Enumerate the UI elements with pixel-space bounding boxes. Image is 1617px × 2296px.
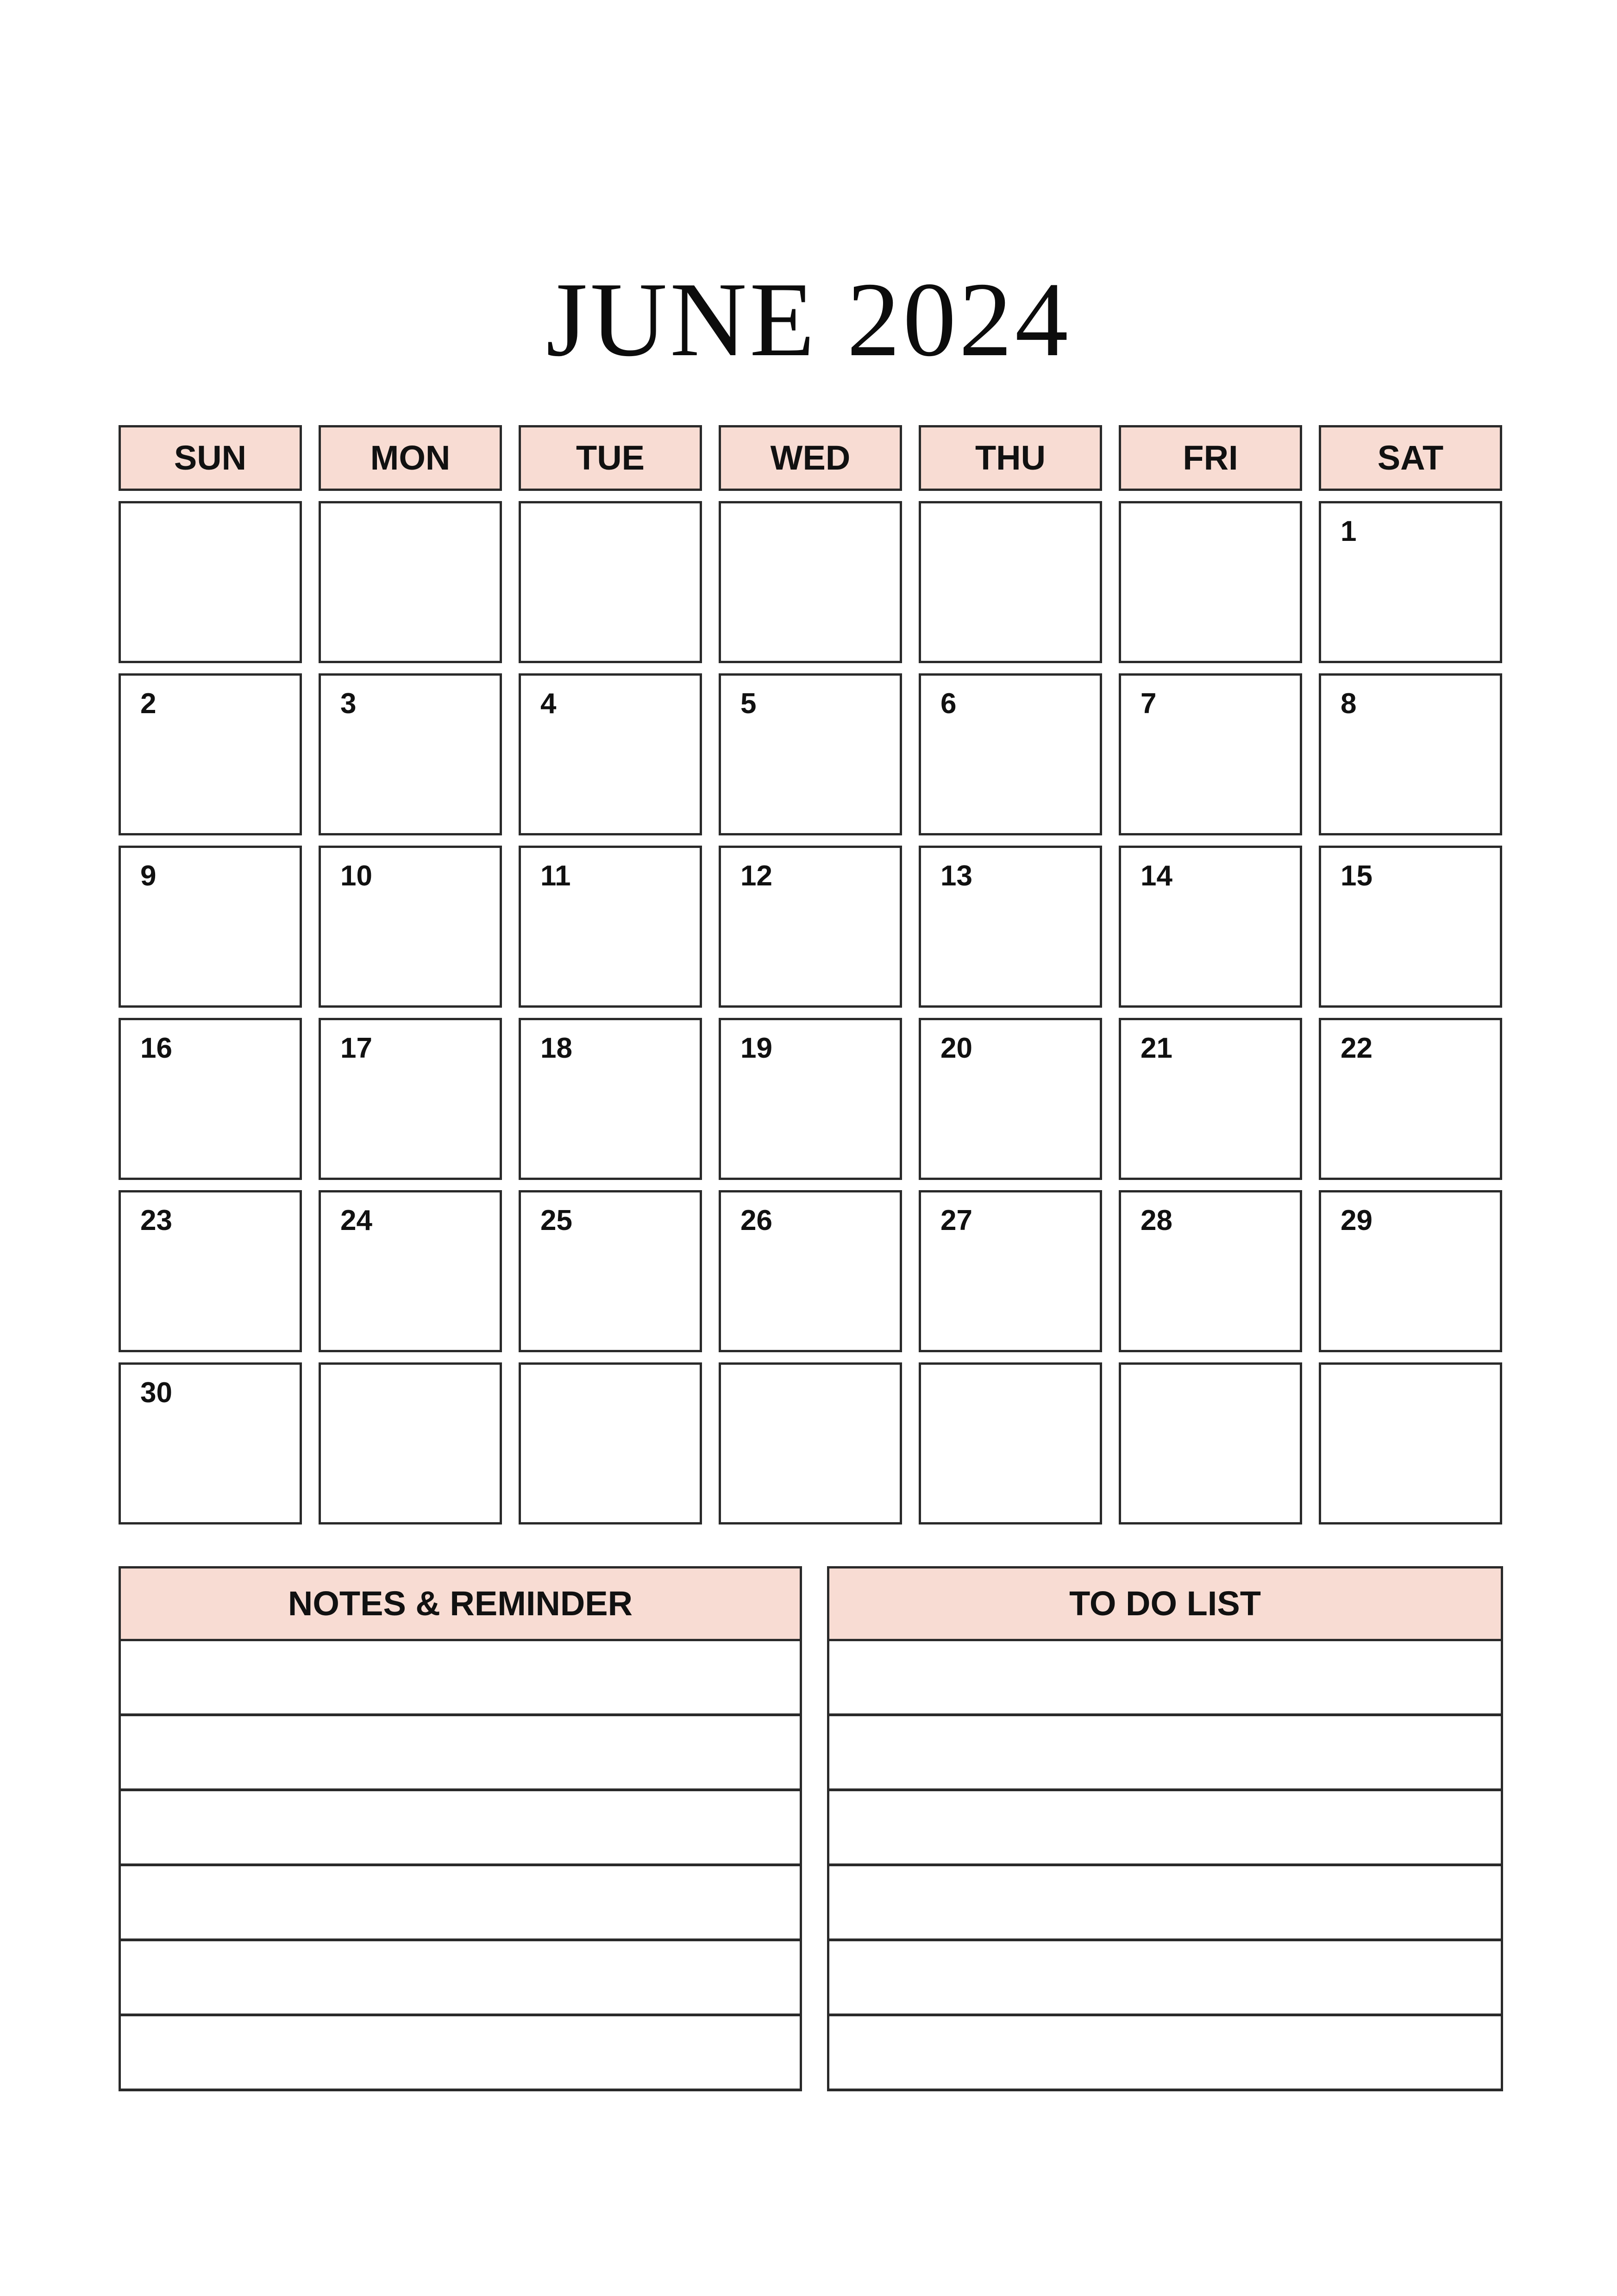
day-cell[interactable]: [319, 1362, 502, 1524]
weekday-wed: WED: [719, 425, 902, 491]
notes-reminder-panel: [119, 1566, 802, 2091]
day-number: 14: [1141, 860, 1172, 892]
day-number: 12: [740, 860, 772, 892]
notes-line[interactable]: [119, 1791, 802, 1866]
day-cell[interactable]: [1319, 846, 1502, 1008]
day-number: 24: [340, 1204, 372, 1236]
day-cell[interactable]: [119, 501, 302, 663]
day-cell[interactable]: [919, 1190, 1102, 1352]
day-cell[interactable]: [319, 846, 502, 1008]
day-number: 3: [340, 688, 357, 720]
todo-line[interactable]: [827, 2016, 1503, 2091]
weekday-thu: THU: [919, 425, 1102, 491]
day-number: 1: [1341, 515, 1357, 547]
day-cell[interactable]: [119, 673, 302, 835]
day-cell[interactable]: [519, 673, 702, 835]
weekday-sat: SAT: [1319, 425, 1502, 491]
day-number: 26: [740, 1204, 772, 1236]
day-number: 19: [740, 1032, 772, 1064]
day-number: 5: [740, 688, 757, 720]
day-cell[interactable]: [919, 1362, 1102, 1524]
day-number: 11: [540, 860, 571, 892]
day-number: 16: [140, 1032, 172, 1064]
day-cell[interactable]: [1319, 1362, 1502, 1524]
weekday-mon: MON: [319, 425, 502, 491]
day-number: 2: [140, 688, 157, 720]
day-number: 25: [540, 1204, 572, 1236]
day-cell[interactable]: [919, 673, 1102, 835]
weekday-header-row: [119, 425, 1503, 491]
notes-reminder-header: NOTES & REMINDER: [119, 1566, 802, 1641]
day-number: 30: [140, 1377, 172, 1409]
day-number: 18: [540, 1032, 572, 1064]
weekday-tue: TUE: [519, 425, 702, 491]
calendar-title: JUNE 2024: [546, 260, 1071, 378]
day-cell[interactable]: [319, 1190, 502, 1352]
day-cell[interactable]: [1119, 1362, 1302, 1524]
day-cell[interactable]: [1319, 1190, 1502, 1352]
day-cell[interactable]: [719, 1362, 902, 1524]
notes-line[interactable]: [119, 1716, 802, 1791]
day-number: 21: [1141, 1032, 1172, 1064]
todo-list-panel: [827, 1566, 1503, 2091]
day-number: 22: [1341, 1032, 1373, 1064]
day-cell[interactable]: [1119, 673, 1302, 835]
todo-line[interactable]: [827, 1941, 1503, 2016]
weekday-fri: FRI: [1119, 425, 1302, 491]
day-cell[interactable]: [1119, 1018, 1302, 1180]
day-cell[interactable]: [919, 1018, 1102, 1180]
day-cell[interactable]: [719, 501, 902, 663]
day-cell[interactable]: [1319, 673, 1502, 835]
todo-line[interactable]: [827, 1791, 1503, 1866]
day-cell[interactable]: [519, 1190, 702, 1352]
day-cell[interactable]: [519, 1362, 702, 1524]
day-cell[interactable]: [119, 846, 302, 1008]
day-cell[interactable]: [719, 1018, 902, 1180]
day-cell[interactable]: [319, 1018, 502, 1180]
day-number: 4: [540, 688, 557, 720]
day-cell[interactable]: [519, 501, 702, 663]
day-cell[interactable]: [919, 501, 1102, 663]
day-cell[interactable]: [519, 1018, 702, 1180]
day-cell[interactable]: [319, 673, 502, 835]
day-cell[interactable]: [119, 1362, 302, 1524]
day-number: 13: [940, 860, 972, 892]
weekday-sun: SUN: [119, 425, 302, 491]
day-number: 28: [1141, 1204, 1172, 1236]
notes-line[interactable]: [119, 1866, 802, 1941]
notes-line[interactable]: [119, 2016, 802, 2091]
day-cell[interactable]: [719, 846, 902, 1008]
day-number: 20: [940, 1032, 972, 1064]
day-cell[interactable]: [919, 846, 1102, 1008]
day-cell[interactable]: [1319, 1018, 1502, 1180]
todo-line[interactable]: [827, 1641, 1503, 1716]
todo-line[interactable]: [827, 1866, 1503, 1941]
todo-list-header: TO DO LIST: [827, 1566, 1503, 1641]
day-cell[interactable]: [1119, 1190, 1302, 1352]
day-number: 15: [1341, 860, 1373, 892]
day-cell[interactable]: [319, 501, 502, 663]
day-cell[interactable]: [719, 1190, 902, 1352]
day-number: 9: [140, 860, 157, 892]
day-number: 10: [340, 860, 372, 892]
day-cell[interactable]: [719, 673, 902, 835]
day-number: 27: [940, 1204, 972, 1236]
day-number: 29: [1341, 1204, 1373, 1236]
day-number: 6: [940, 688, 957, 720]
notes-line[interactable]: [119, 1941, 802, 2016]
calendar-grid: [119, 501, 1503, 1524]
day-cell[interactable]: [519, 846, 702, 1008]
day-number: 23: [140, 1204, 172, 1236]
day-number: 7: [1141, 688, 1157, 720]
notes-line[interactable]: [119, 1641, 802, 1716]
day-cell[interactable]: [119, 1190, 302, 1352]
day-cell[interactable]: [1119, 846, 1302, 1008]
todo-line[interactable]: [827, 1716, 1503, 1791]
day-number: 17: [340, 1032, 372, 1064]
day-number: 8: [1341, 688, 1357, 720]
day-cell[interactable]: [1119, 501, 1302, 663]
day-cell[interactable]: [119, 1018, 302, 1180]
day-cell[interactable]: [1319, 501, 1502, 663]
